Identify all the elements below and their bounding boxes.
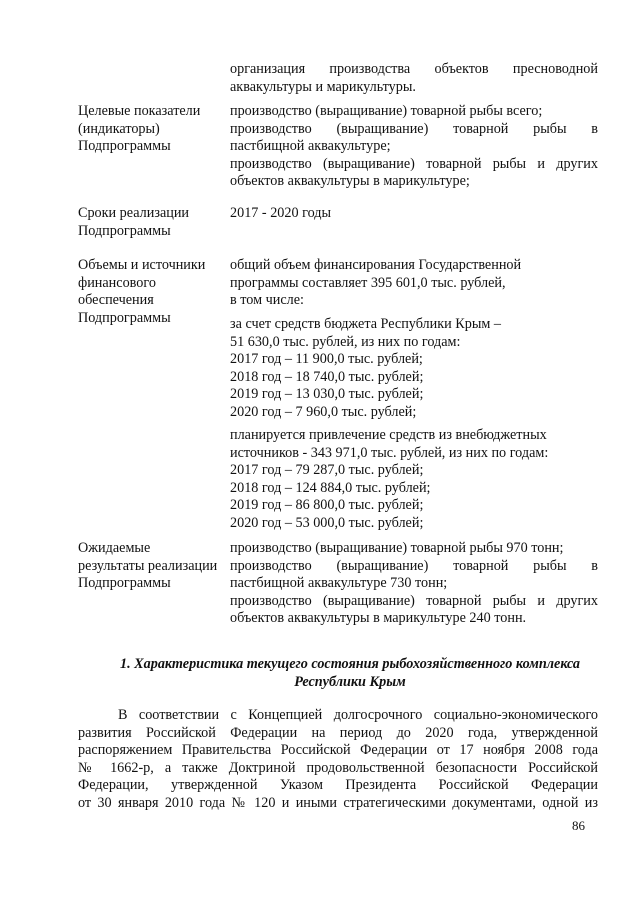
section-heading — [100, 656, 600, 691]
text-line: в том числе: — [230, 292, 304, 308]
text-line: 2020 год – 53 000,0 тыс. рублей; — [230, 514, 424, 531]
text-line: производство (выращивание) товарной рыбы и других — [230, 592, 598, 609]
text-line: аквакультуры и марикультуры. — [230, 78, 416, 95]
text-line: источников - 343 971,0 тыс. рублей, из них по годам: — [230, 444, 549, 461]
label-line: Подпрограммы — [78, 138, 171, 154]
text-line: Федерации, утвержденной Указом Президента Российской Федерации — [78, 777, 598, 793]
text-line: общий объем финансирования Государственной — [230, 257, 522, 273]
text-line: пастбищной аквакультуре 730 тонн; — [230, 575, 448, 591]
row-value-target-indicators — [230, 103, 598, 191]
text-line: 2017 - 2020 годы — [230, 205, 332, 221]
body-paragraph — [78, 707, 598, 812]
text-line: производство (выращивание) товарной рыбы 970 тонн; — [230, 540, 564, 556]
row-label-target-indicators — [78, 103, 226, 156]
label-line: Ожидаемые — [78, 540, 151, 556]
label-line: Целевые показатели — [78, 103, 201, 119]
text-line: объектов аквакультуры в марикультуре; — [230, 173, 470, 189]
text-line: производство (выращивание) товарной рыбы в — [230, 557, 598, 574]
text-line: производство (выращивание) товарной рыбы и других — [230, 155, 598, 172]
heading-line: 1. Характеристика текущего состояния рыбохозяйственного комплекса — [119, 656, 581, 672]
text-line: 2018 год – 18 740,0 тыс. рублей; — [230, 368, 424, 385]
text-line: В соответствии с Концепцией долгосрочного социально-экономического — [118, 707, 598, 723]
text-line: 2019 год – 13 030,0 тыс. рублей; — [230, 386, 424, 402]
label-line: финансового — [78, 274, 156, 291]
text-line: организация производства объектов пресноводной — [230, 61, 598, 77]
text-line: № 1662-р, а также Доктриной продовольственной безопасности Российской — [78, 759, 598, 776]
text-line: планируется привлечение средств из внебюджетных — [230, 427, 547, 443]
text-line: программы составляет 395 601,0 тыс. рублей, — [230, 274, 506, 291]
row-value-funding-extrabudgetary — [230, 427, 598, 532]
text-line: за счет средств бюджета Республики Крым – — [230, 316, 501, 332]
text-line: 2019 год – 86 800,0 тыс. рублей; — [230, 497, 424, 513]
text-line: 2017 год – 11 900,0 тыс. рублей; — [230, 351, 423, 367]
previous-row-value — [230, 61, 598, 96]
text-line: 51 630,0 тыс. рублей, из них по годам: — [230, 333, 461, 350]
text-line: 2018 год – 124 884,0 тыс. рублей; — [230, 479, 431, 496]
label-line: Подпрограммы — [78, 309, 171, 326]
text-line: производство (выращивание) товарной рыбы в — [230, 120, 598, 137]
row-value-funding-budget — [230, 316, 598, 421]
row-label-funding — [78, 257, 226, 327]
heading-line: Республики Крым — [294, 673, 406, 690]
page-number: 86 — [572, 818, 585, 833]
text-line: 2020 год – 7 960,0 тыс. рублей; — [230, 403, 417, 420]
label-line: Подпрограммы — [78, 575, 171, 591]
label-line: результаты реализации — [78, 557, 218, 574]
row-value-funding-total — [230, 257, 598, 310]
text-line: объектов аквакультуры в марикультуре 240 тонн. — [230, 610, 527, 626]
label-line: Подпрограммы — [78, 222, 171, 239]
text-line: распоряжением Правительства Российской Федерации от 17 ноября 2008 года — [78, 742, 598, 758]
row-value-expected-results — [230, 540, 598, 628]
row-label-implementation-period — [78, 205, 226, 240]
text-line: пастбищной аквакультуре; — [230, 138, 391, 154]
label-line: (индикаторы) — [78, 120, 160, 137]
label-line: Сроки реализации — [78, 205, 190, 221]
row-label-expected-results — [78, 540, 226, 593]
row-value-implementation-period — [230, 205, 598, 223]
text-line: производство (выращивание) товарной рыбы всего; — [230, 103, 543, 119]
text-line: развития Российской Федерации на период до 2020 года, утвержденной — [78, 724, 598, 741]
text-line: от 30 января 2010 года № 120 и иными стратегическими документами, одной из — [78, 794, 598, 811]
text-line: 2017 год – 79 287,0 тыс. рублей; — [230, 462, 424, 478]
label-line: Объемы и источники — [78, 257, 206, 273]
label-line: обеспечения — [78, 292, 154, 308]
